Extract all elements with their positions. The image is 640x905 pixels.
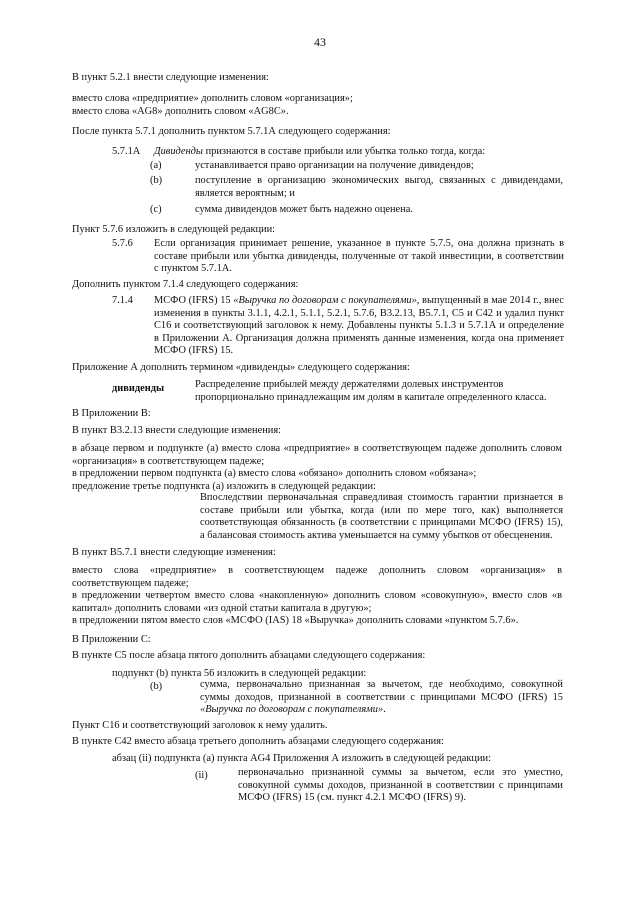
item-mark: (c) (150, 204, 162, 215)
item-text: поступление в организацию экономических выгод, связанных с дивидендами, является вероятным; и (195, 175, 563, 199)
amendment-intro-5-7-6: Пункт 5.7.6 изложить в следующей редакции: (72, 224, 276, 235)
item-mark: (b) (150, 681, 163, 692)
amendment-intro-c42: В пункте C42 вместо абзаца третьего дополнить абзацами следующего содержания: (72, 736, 444, 747)
amendment-intro-b5-7-1: В пункт B5.7.1 внести следующие изменения: (72, 547, 276, 558)
clause-number: 5.7.6 (112, 238, 133, 249)
amendment-intro-b3-2-13: В пункт B3.2.13 внести следующие изменения: (72, 425, 281, 436)
amendment-intro-appendix-a: Приложение А дополнить термином «дивиденды» следующего содержания: (72, 362, 410, 373)
item-mark: (b) (150, 175, 163, 186)
subclause-intro: абзац (ii) подпункта (а) пункта AG4 Приложения А изложить в следующей редакции: (112, 753, 491, 764)
amendment-intro-7-1-4: Дополнить пунктом 7.1.4 следующего содержания: (72, 279, 299, 290)
amendment-line: в абзаце первом и подпункте (а) вместо слова «предприятие» в соответствующем падеже дополнить словом «организация» в соответствующем падеже; (72, 443, 562, 467)
clause-text (154, 146, 564, 159)
amendment-intro-5-2-1: В пункт 5.2.1 внести следующие изменения: (72, 72, 269, 83)
clause-text-rest: признаются в составе прибыли или убытка только тогда, когда: (202, 146, 486, 157)
term-italic: Дивиденды (154, 146, 203, 157)
item-text: устанавливается право организации на получение дивидендов; (195, 160, 474, 171)
subclause-intro: подпункт (b) пункта 56 изложить в следующей редакции: (112, 668, 367, 679)
amendment-line: в предложении пятом вместо слов «МСФО (IAS) 18 «Выручка» дополнить словами «пунктом 5.7.6». (72, 615, 519, 626)
deletion-note-c16: Пункт C16 и соответствующий заголовок к нему удалить. (72, 720, 328, 731)
item-text: сумма дивидендов может быть надежно оценена. (195, 204, 413, 215)
amendment-line: вместо слова «AG8» дополнить словом «AG8С». (72, 106, 289, 117)
clause-text: Если организация принимает решение, указанное в пункте 5.7.5, она должна признать в составе прибыли или убытка дивиденды, полученные от такой инвестиции, в соответствии с пунктом 5.7.1А. (154, 238, 564, 274)
appendix-c-heading: В Приложении C: (72, 634, 151, 645)
item-text-part: . (383, 704, 386, 715)
standard-title-italic: «Выручка по договорам с покупателями» (200, 704, 384, 715)
defined-term: дивиденды (112, 383, 165, 394)
term-definition: Распределение прибылей между держателями долевых инструментов пропорционально принадлежащим им долям в капитале определенного класса. (195, 379, 547, 403)
clause-text-part: МСФО (IFRS) 15 (154, 295, 234, 306)
quoted-text: Впоследствии первоначальная справедливая стоимость гарантии признается в составе прибыли или убытка, когда (или по мере того, как) выполняется соответствующая обязанность (в соответствии с принципами МСФО (IFRS) 15), а балансовая стоимость актива уменьшается на сумму убытков от обесценения. (200, 492, 563, 541)
clause-number: 7.1.4 (112, 295, 133, 306)
clause-number: 5.7.1А (112, 146, 141, 157)
clause-text (154, 295, 564, 358)
standard-title-italic: «Выручка по договорам с покупателями» (233, 295, 417, 306)
item-mark: (ii) (195, 770, 208, 781)
amendment-line: вместо слова «предприятие» в соответствующем падеже дополнить словом «организация» в соответствующем падеже; (72, 565, 562, 589)
item-mark: (a) (150, 160, 162, 171)
appendix-b-heading: В Приложении В: (72, 408, 151, 419)
clause-text-part: , выпущенный в мае 2014 г., внес изменения в пункты 3.1.1, 4.2.1, 5.1.1, 5.2.1, 5.7.6, B3.2.13, B5.7.1, C5 и C42 и удалил пункт C16 и соответствующий заголовок к нему. Добавлены пункты 5.1.3 и 5.7.1А и определение в Приложении А. Организация должна применять данные изменения, когда она применяет МСФО (IFRS) 15. (154, 295, 564, 356)
amendment-intro-c5: В пункте C5 после абзаца пятого дополнить абзацами следующего содержания: (72, 650, 426, 661)
amendment-line: в предложении первом подпункта (а) вместо слова «обязано» дополнить словом «обязана»; (72, 468, 477, 479)
amendment-intro-5-7-1a: После пункта 5.7.1 дополнить пунктом 5.7.1А следующего содержания: (72, 126, 391, 137)
amendment-line: предложение третье подпункта (а) изложить в следующей редакции: (72, 481, 376, 492)
item-text-part: сумма, первоначально признанная за вычетом, где необходимо, совокупной суммы доходов, признанной в соответствии с принципами МСФО (IFRS) 15 (200, 679, 563, 703)
amendment-line: в предложении четвертом вместо слова «накопленную» дополнить словом «совокупную», вместо слов «в капитал» дополнить словами «из одной статьи капитала в другую»; (72, 590, 562, 614)
item-text: первоначально признанной суммы за вычетом, если это уместно, совокупной суммы доходов, признанной в соответствии с принципами МСФО (IFRS) 15 (см. пункт 4.2.1 МСФО (IFRS) 9). (238, 767, 563, 803)
item-text (200, 679, 563, 717)
amendment-line: вместо слова «предприятие» дополнить словом «организация»; (72, 93, 353, 104)
page-number: 43 (314, 35, 326, 49)
